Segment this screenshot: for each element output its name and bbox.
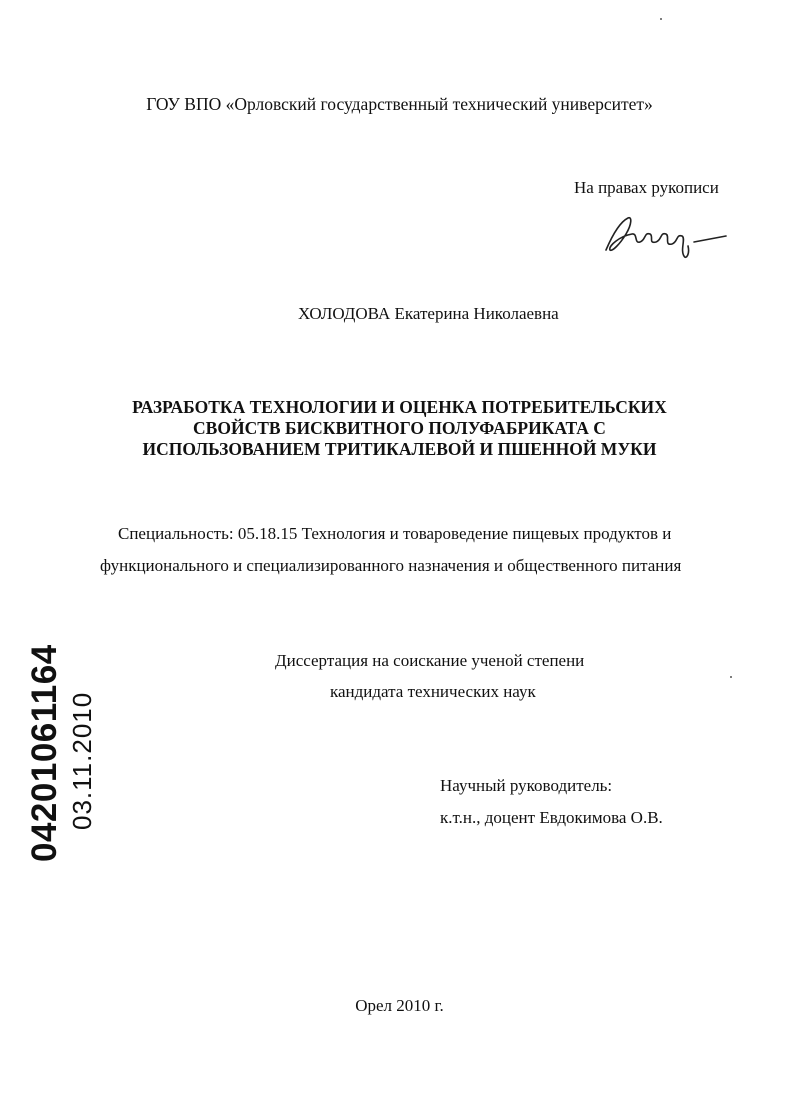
supervisor-name: к.т.н., доцент Евдокимова О.В. <box>440 808 663 827</box>
author-name: ХОЛОДОВА Екатерина Николаевна <box>298 304 559 323</box>
specialty-line-1: Специальность: 05.18.15 Технология и товароведение пищевых продуктов и <box>118 524 672 543</box>
library-stamp-code: 04201061164 <box>25 644 64 862</box>
manuscript-rights-note: На правах рукописи <box>574 178 719 197</box>
specialty-line-2: функционального и специализированного назначения и общественного питания <box>100 556 682 575</box>
supervisor-label: Научный руководитель: <box>440 776 613 795</box>
title-line: ИСПОЛЬЗОВАНИЕМ ТРИТИКАЛЕВОЙ И ПШЕННОЙ МУКИ <box>142 439 657 459</box>
scan-speck <box>660 18 662 20</box>
city-year: Орел 2010 г. <box>355 996 444 1015</box>
university-name: ГОУ ВПО «Орловский государственный технический университет» <box>146 94 653 114</box>
degree-line-2: кандидата технических наук <box>330 682 536 701</box>
scan-speck <box>730 676 732 678</box>
author-signature <box>598 206 738 266</box>
title-line: РАЗРАБОТКА ТЕХНОЛОГИИ И ОЦЕНКА ПОТРЕБИТЕЛЬСКИХ <box>132 397 667 417</box>
library-stamp-date: 03.11.2010 <box>67 691 97 830</box>
dissertation-title <box>0 397 799 460</box>
title-line: СВОЙСТВ БИСКВИТНОГО ПОЛУФАБРИКАТА С <box>193 418 606 438</box>
degree-line-1: Диссертация на соискание ученой степени <box>275 651 585 670</box>
